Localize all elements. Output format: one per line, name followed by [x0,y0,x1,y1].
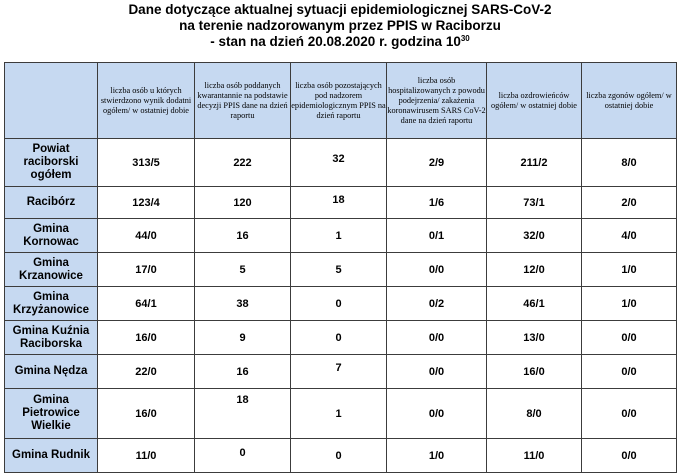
data-cell [387,139,487,187]
data-cell [291,389,387,439]
corner-header-cell [5,63,98,139]
cell-value: 0 [335,331,342,344]
cell-value: 1/0 [621,263,637,276]
cell-value: 1/6 [428,196,445,209]
data-cell [195,355,291,389]
data-cell [387,439,487,473]
cell-value: 0 [335,449,342,462]
table-row [5,187,677,219]
cell-value: 0/1 [428,229,445,242]
header-quarantine: liczba osób poddanych kwarantannie na podstawie decyzji PPIS dane na dzień raportu [195,63,291,139]
cell-value: 17/0 [135,263,157,276]
table-row [5,439,677,473]
data-cell [195,139,291,187]
data-cell [487,321,582,355]
data-cell [98,355,195,389]
cell-value: 211/2 [520,156,548,169]
data-cell [582,187,677,219]
data-cell [487,219,582,253]
cell-value: 16 [236,229,249,242]
cell-value: 0/0 [621,365,637,378]
data-cell [582,219,677,253]
cell-value: 16 [236,365,249,378]
header-deaths: liczba zgonów ogółem/ w ostatniej dobie [582,63,677,139]
cell-value: 0/0 [621,407,637,420]
cell-value: 44/0 [135,229,157,242]
header-row [5,63,677,139]
data-cell [387,355,487,389]
cell-value: 5 [239,263,246,276]
data-cell [387,219,487,253]
data-cell [291,139,387,187]
data-cell [291,287,387,321]
row-label: Gmina Nędza [5,355,98,389]
title-line-3-text: - stan na dzień 20.08.2020 r. godzina 10 [210,34,461,49]
data-cell [291,439,387,473]
cell-value: 22/0 [135,365,157,378]
cell-value: 16/0 [135,331,157,344]
table-row [5,355,677,389]
epidemic-data-table [4,62,677,473]
cell-value: 32/0 [523,229,545,242]
data-cell [291,321,387,355]
title-time-minutes: 30 [460,34,470,43]
cell-value: 0/0 [621,331,637,344]
header-hospitalized: liczba osób hospitalizowanych z powodu podejrzenia/ zakażenia koronawirusem SARS CoV-2 dane na dzień raportu [387,63,487,139]
cell-value: 64/1 [135,297,157,310]
cell-value: 16/0 [523,365,545,378]
data-cell [582,287,677,321]
data-cell [487,439,582,473]
cell-value: 222 [233,156,252,169]
data-cell [195,187,291,219]
table-row [5,219,677,253]
cell-value: 18 [332,193,345,206]
data-cell [487,355,582,389]
data-cell [387,321,487,355]
report-title [0,2,680,50]
cell-value: 1/0 [621,297,637,310]
data-cell [195,219,291,253]
data-cell [582,355,677,389]
cell-value: 313/5 [132,156,160,169]
data-cell [291,355,387,389]
data-cell [98,389,195,439]
cell-value: 13/0 [523,331,545,344]
data-cell [195,253,291,287]
table-row [5,287,677,321]
data-cell [487,139,582,187]
row-label: Gmina Kornowac [5,219,98,253]
table-row [5,321,677,355]
cell-value: 11/0 [523,449,545,462]
cell-value: 8/0 [621,156,637,169]
data-cell [98,139,195,187]
data-cell [582,439,677,473]
row-label: Gmina Rudnik [5,439,98,473]
cell-value: 9 [239,331,246,344]
cell-value: 16/0 [135,407,157,420]
data-cell [291,219,387,253]
row-label: Gmina Krzanowice [5,253,98,287]
row-label: Powiat raciborski ogółem [5,139,98,187]
cell-value: 18 [236,393,249,406]
data-cell [291,253,387,287]
cell-value: 0/0 [428,365,445,378]
data-cell [387,187,487,219]
cell-value: 12/0 [523,263,545,276]
data-cell [195,321,291,355]
data-cell [195,389,291,439]
data-cell [582,253,677,287]
cell-value: 1 [335,229,342,242]
row-label: Racibórz [5,187,98,219]
cell-value: 0 [239,446,246,459]
header-recovered: liczba ozdrowieńców ogółem/ w ostatniej dobie [487,63,582,139]
data-cell [582,139,677,187]
data-cell [291,187,387,219]
cell-value: 0/0 [621,449,637,462]
data-cell [98,287,195,321]
data-cell [98,253,195,287]
cell-value: 73/1 [523,196,545,209]
cell-value: 0/0 [428,331,445,344]
data-cell [195,439,291,473]
cell-value: 46/1 [523,297,545,310]
data-cell [387,389,487,439]
cell-value: 4/0 [621,229,637,242]
data-cell [387,253,487,287]
row-label: Gmina Pietrowice Wielkie [5,389,98,439]
row-label: Gmina Kuźnia Raciborska [5,321,98,355]
row-label: Gmina Krzyżanowice [5,287,98,321]
data-cell [487,253,582,287]
table-row [5,253,677,287]
title-line-2: na terenie nadzorowanym przez PPIS w Raciborzu [179,18,501,33]
cell-value: 7 [335,361,342,374]
cell-value: 38 [236,297,249,310]
data-cell [487,287,582,321]
cell-value: 0/0 [428,263,445,276]
data-cell [195,287,291,321]
cell-value: 120 [233,196,252,209]
data-cell [582,389,677,439]
data-cell [98,321,195,355]
cell-value: 1 [335,407,342,420]
title-line-1: Dane dotyczące aktualnej sytuacji epidemiologicznej SARS-CoV-2 [128,2,552,17]
cell-value: 5 [335,263,342,276]
data-cell [98,219,195,253]
cell-value: 2/9 [428,156,445,169]
cell-value: 0 [335,297,342,310]
data-cell [98,187,195,219]
data-cell [98,439,195,473]
cell-value: 0/0 [428,407,445,420]
table-row [5,389,677,439]
data-cell [487,187,582,219]
data-cell [487,389,582,439]
table-row [5,139,677,187]
header-positive-cases: liczba osób u których stwierdzono wynik dodatni ogółem/ w ostatniej dobie [98,63,195,139]
header-supervision: liczba osób pozostających pod nadzorem epidemiologicznym PPIS na dzień raportu [291,63,387,139]
cell-value: 32 [332,152,345,165]
cell-value: 2/0 [621,196,637,209]
cell-value: 123/4 [132,196,160,209]
cell-value: 11/0 [135,449,157,462]
cell-value: 1/0 [428,449,445,462]
cell-value: 0/2 [428,297,445,310]
title-line-3 [0,34,680,50]
data-cell [582,321,677,355]
data-cell [387,287,487,321]
cell-value: 8/0 [526,407,542,420]
